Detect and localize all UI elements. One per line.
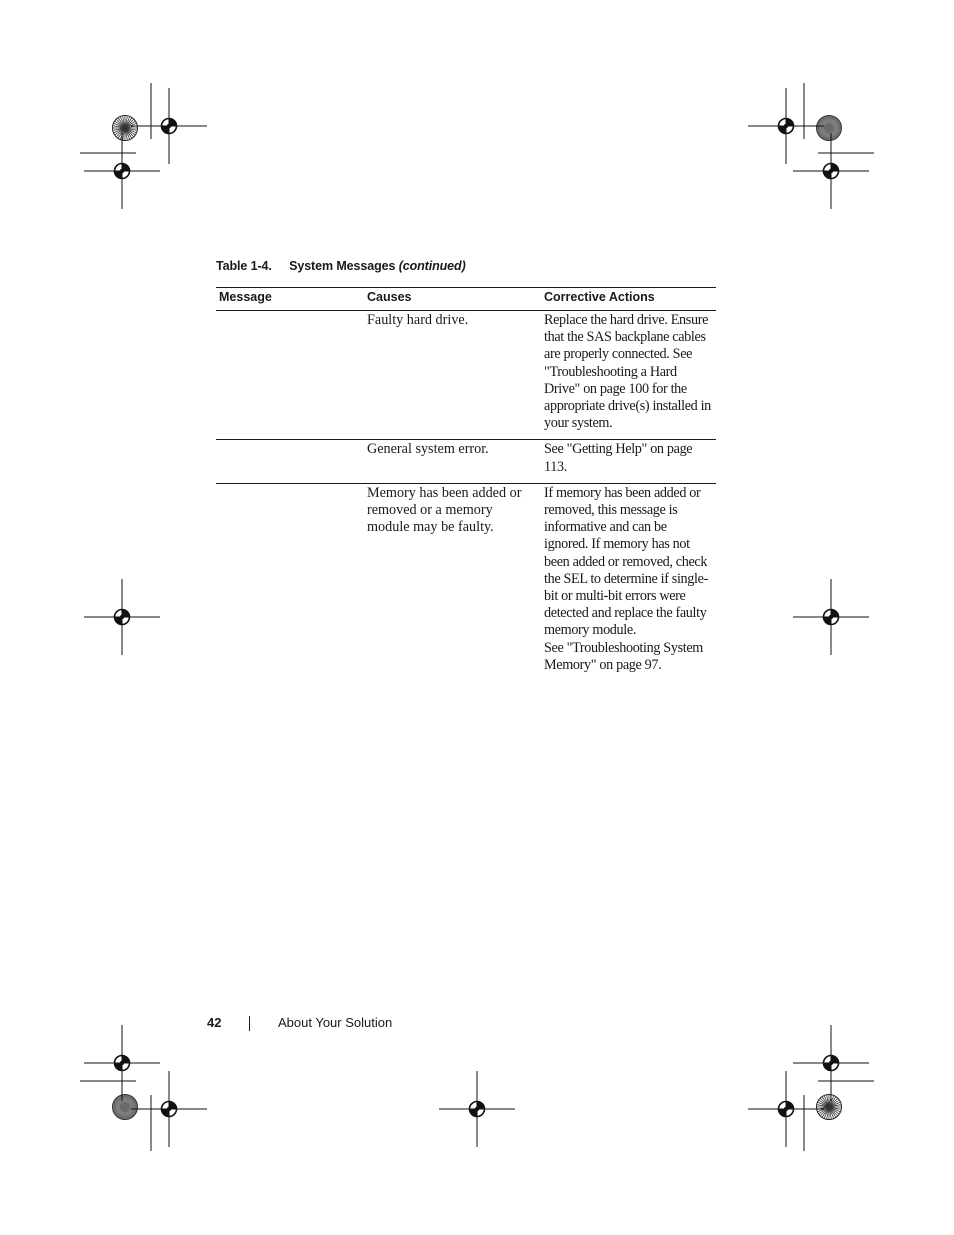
header-corrective-actions: Corrective Actions: [541, 288, 716, 311]
causes-cell: Faulty hard drive.: [364, 311, 541, 440]
actions-cell: Replace the hard drive. Ensure that the SAS backplane cables are properly connected. See "Troubleshooting a Hard Drive" on page 100 for the appropriate drive(s) installed in your system.: [541, 311, 716, 440]
message-cell: [216, 483, 364, 681]
table-title: System Messages: [289, 259, 396, 273]
table-number: Table 1-4.: [216, 259, 272, 273]
header-causes: Causes: [364, 288, 541, 311]
actions-paragraph: See "Troubleshooting System Memory" on page 97.: [544, 639, 703, 673]
table-row: [216, 311, 716, 440]
table-continued: (continued): [398, 259, 466, 273]
page-number: 42: [207, 1015, 222, 1030]
causes-cell: Memory has been added or removed or a memory module may be faulty.: [367, 484, 522, 536]
causes-cell: General system error.: [364, 440, 541, 483]
table-caption: [216, 259, 466, 273]
table-row: [216, 483, 716, 681]
actions-paragraph: If memory has been added or removed, this message is informative and can be ignored. If memory has not been added or removed, check the SEL to determine if single-bit or multi-bit errors were detected and replace the faulty memory module.: [544, 484, 708, 639]
system-messages-table: [216, 287, 716, 681]
table-header-row: [216, 288, 716, 311]
actions-cell: See "Getting Help" on page 113.: [541, 440, 716, 483]
message-cell: [216, 440, 364, 483]
footer-section-title: About Your Solution: [278, 1015, 393, 1030]
footer-divider: [249, 1016, 250, 1031]
header-message: Message: [216, 288, 364, 311]
message-cell: [216, 311, 364, 440]
actions-cell: [541, 483, 716, 681]
table-row: [216, 440, 716, 483]
